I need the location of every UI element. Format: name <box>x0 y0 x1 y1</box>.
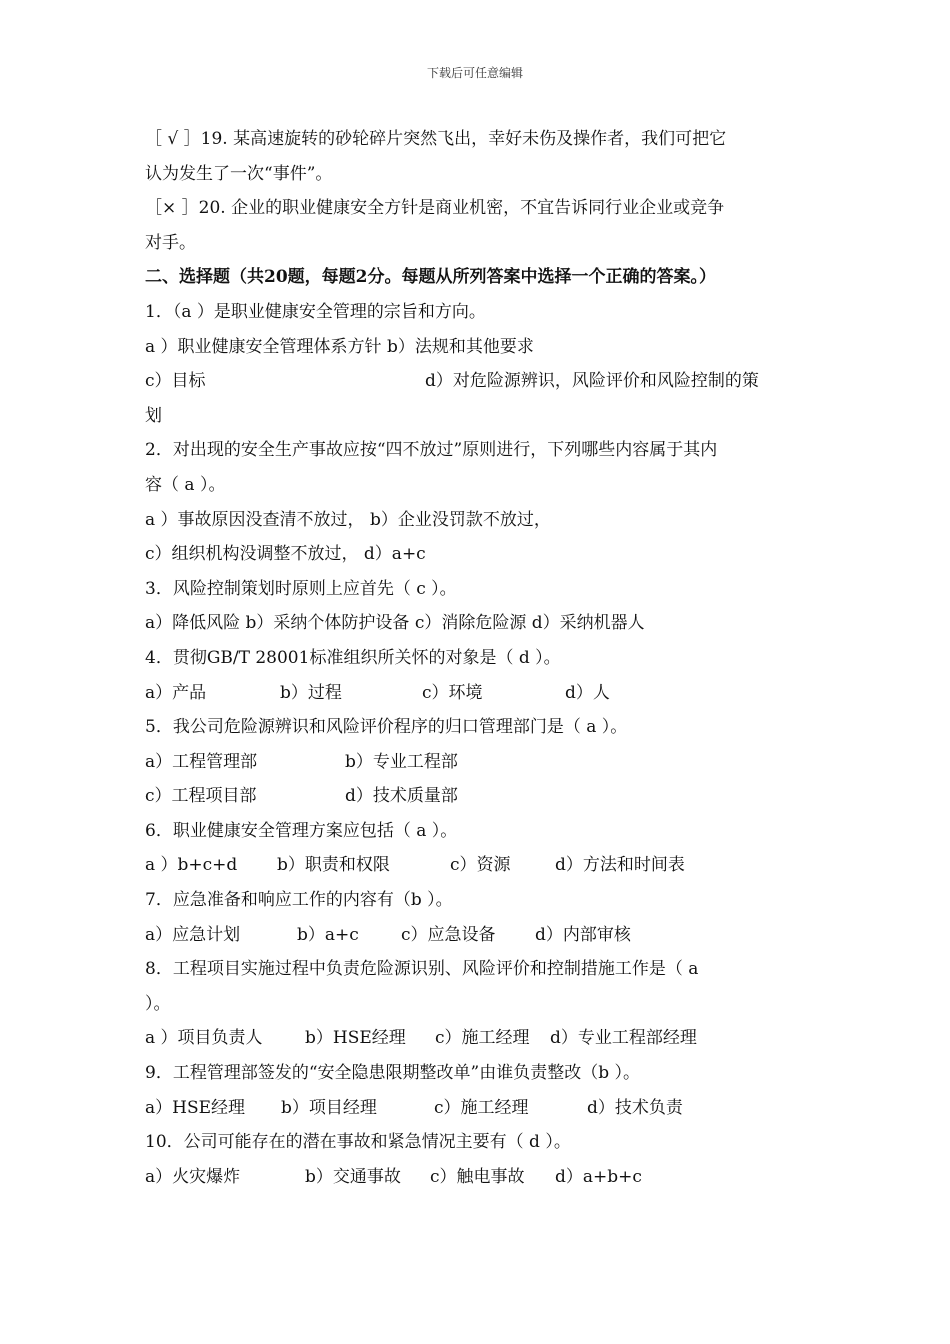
options-line <box>145 779 810 814</box>
text-line <box>145 122 810 157</box>
options-line <box>145 918 810 953</box>
option-text: b）职责和权限 <box>277 855 390 876</box>
option-text: a）应急计划 <box>145 924 241 945</box>
text-line <box>145 191 810 226</box>
option-text: c）施工经理 <box>435 1028 530 1049</box>
question-text: 2．对出现的安全生产事故应按“四不放过”原则进行，下列哪些内容属于其内 <box>145 440 718 461</box>
option-text: c）环境 <box>422 682 483 703</box>
question-line <box>145 433 810 468</box>
text-line <box>145 987 810 1022</box>
option-text: a）降低风险 b）采纳个体防护设备 c）消除危险源 d）采纳机器人 <box>145 613 645 634</box>
option-text: c）目标 <box>145 371 206 392</box>
option-text: b）交通事故 <box>305 1166 401 1187</box>
option-text: d）专业工程部经理 <box>550 1028 697 1049</box>
line-text: ）。 <box>145 993 171 1014</box>
options-line <box>145 745 810 780</box>
options-line <box>145 1021 810 1056</box>
line-text: ［ √ ］19. 某高速旋转的砂轮碎片突然飞出，幸好未伤及操作者，我们可把它 <box>145 129 727 149</box>
question-line <box>145 295 810 330</box>
text-line <box>145 157 810 192</box>
option-text: a ）项目负责人 <box>145 1028 263 1049</box>
option-text: d）对危险源辨识，风险评价和风险控制的策 <box>425 371 759 392</box>
options-line <box>145 606 810 641</box>
question-text: 4．贯彻GB/T 28001标准组织所关怀的对象是（ d ）。 <box>145 647 561 668</box>
question-text: 5．我公司危险源辨识和风险评价程序的归口管理部门是（ a ）。 <box>145 717 628 738</box>
question-text: 10．公司可能存在的潜在事故和紧急情况主要有（ d ）。 <box>145 1132 571 1153</box>
option-text: c）工程项目部 <box>145 786 257 807</box>
text-line <box>145 226 810 261</box>
question-line <box>145 1125 810 1160</box>
section-heading <box>145 260 810 295</box>
line-text: ［× ］20. 企业的职业健康安全方针是商业机密，不宜告诉同行业企业或竞争 <box>145 198 725 219</box>
question-line <box>145 572 810 607</box>
text-line <box>145 468 810 503</box>
option-text: a ）职业健康安全管理体系方针 b）法规和其他要求 <box>145 336 534 357</box>
question-text: 7．应急准备和响应工作的内容有（b ）。 <box>145 890 453 911</box>
option-text: a）工程管理部 <box>145 751 258 772</box>
question-text: 6．职业健康安全管理方案应包括（ a ）。 <box>145 820 458 841</box>
option-text: a ）b+c+d <box>145 855 238 876</box>
line-text: 对手。 <box>145 232 196 253</box>
question-text: 1．（a ）是职业健康安全管理的宗旨和方向。 <box>145 301 486 322</box>
option-text: b）过程 <box>280 682 342 703</box>
option-text: a）HSE经理 <box>145 1097 246 1118</box>
options-line <box>145 1091 810 1126</box>
option-text: b）HSE经理 <box>305 1028 406 1049</box>
text-line <box>145 399 810 434</box>
options-line <box>145 848 810 883</box>
option-text: b）a+c <box>297 924 359 945</box>
option-text: a）火灾爆炸 <box>145 1166 241 1187</box>
option-text: b）项目经理 <box>281 1097 377 1118</box>
question-text: 8．工程项目实施过程中负责危险源识别、风险评价和控制措施工作是（ a <box>145 959 699 980</box>
line-text: 认为发生了一次“事件”。 <box>145 163 333 184</box>
option-text: b）专业工程部 <box>345 751 458 772</box>
option-text: c）应急设备 <box>401 924 496 945</box>
document-body <box>145 122 810 1194</box>
options-line <box>145 676 810 711</box>
option-text: c）施工经理 <box>434 1097 529 1118</box>
options-line <box>145 364 810 399</box>
option-text: d）技术质量部 <box>345 786 458 807</box>
question-text: 9．工程管理部签发的“安全隐患限期整改单”由谁负责整改（b ）。 <box>145 1063 640 1084</box>
option-text: d）方法和时间表 <box>555 855 685 876</box>
option-text: c）触电事故 <box>430 1166 525 1187</box>
question-line <box>145 1056 810 1091</box>
options-line <box>145 537 810 572</box>
option-text: d）人 <box>565 682 610 703</box>
page-header: 下载后可任意编辑 <box>426 66 523 80</box>
question-line <box>145 710 810 745</box>
option-text: d）技术负责 <box>587 1097 683 1118</box>
option-text: a）产品 <box>145 682 207 703</box>
options-line <box>145 1160 810 1195</box>
line-text: 划 <box>145 405 162 426</box>
question-text: 3．风险控制策划时原则上应首先（ c ）。 <box>145 578 457 599</box>
options-line <box>145 503 810 538</box>
option-text: d）a+b+c <box>555 1166 642 1187</box>
question-line <box>145 952 810 987</box>
option-text: c）资源 <box>450 855 511 876</box>
option-text: a ）事故原因没查清不放过， b）企业没罚款不放过， <box>145 509 551 530</box>
section-heading-text: 二、选择题（共20题，每题2分。每题从所列答案中选择一个正确的答案。） <box>145 267 716 288</box>
question-line <box>145 814 810 849</box>
question-line <box>145 641 810 676</box>
option-text: c）组织机构没调整不放过， d）a+c <box>145 544 426 565</box>
options-line <box>145 330 810 365</box>
line-text: 容（ a ）。 <box>145 474 226 495</box>
question-line <box>145 883 810 918</box>
option-text: d）内部审核 <box>535 924 631 945</box>
